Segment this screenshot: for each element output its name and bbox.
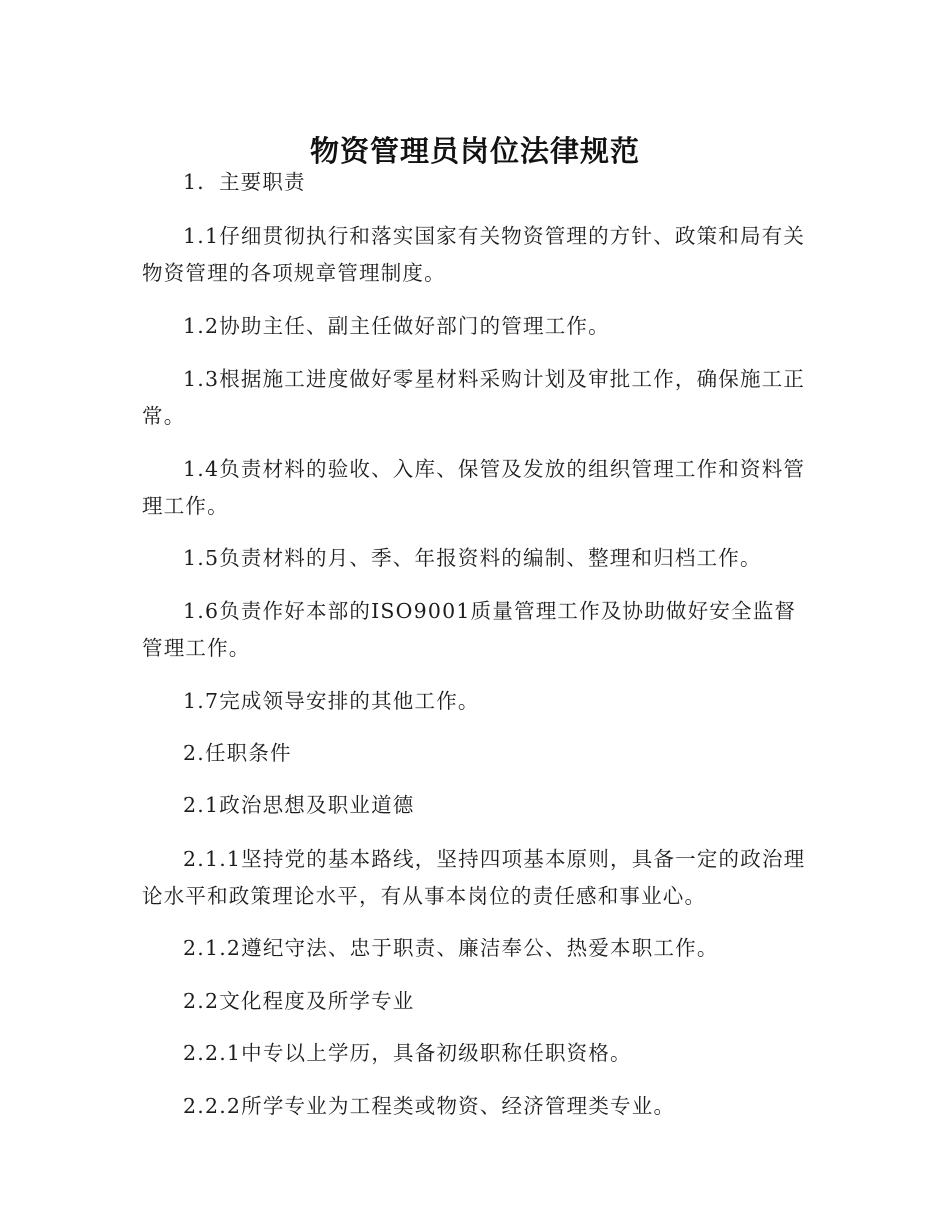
paragraph-1-6: 1.6负责作好本部的ISO9001质量管理工作及协助做好安全监督管理工作。: [142, 599, 797, 660]
document-title: 物资管理员岗位法律规范: [309, 134, 640, 169]
subsection-heading-2-2: 2.2文化程度及所学专业: [183, 989, 415, 1013]
paragraph-2-1-1: 2.1.1坚持党的基本路线，坚持四项基本原则，具备一定的政治理论水平和政策理论水平，有从事本岗位的责任感和事业心。: [142, 847, 806, 908]
paragraph-1-1: 1.1仔细贯彻执行和落实国家有关物资管理的方针、政策和局有关物资管理的各项规章管理制度。: [142, 224, 806, 285]
paragraph-1-4: 1.4负责材料的验收、入库、保管及发放的组织管理工作和资料管理工作。: [142, 457, 806, 518]
paragraph-1-3: 1.3根据施工进度做好零星材料采购计划及审批工作，确保施工正常。: [142, 367, 806, 428]
section-heading-1: 1．主要职责: [183, 170, 306, 194]
paragraph-2-1-2: 2.1.2遵纪守法、忠于职责、廉洁奉公、热爱本职工作。: [183, 936, 719, 960]
paragraph-1-2: 1.2协助主任、副主任做好部门的管理工作。: [183, 314, 610, 338]
paragraph-1-7: 1.7完成领导安排的其他工作。: [183, 689, 480, 713]
paragraph-2-2-2: 2.2.2所学专业为工程类或物资、经济管理类专业。: [183, 1094, 676, 1118]
paragraph-1-5: 1.5负责材料的月、季、年报资料的编制、整理和归档工作。: [183, 546, 762, 570]
section-heading-2: 2.任职条件: [183, 741, 292, 765]
subsection-heading-2-1: 2.1政治思想及职业道德: [183, 793, 415, 817]
paragraph-2-2-1: 2.2.1中专以上学历，具备初级职称任职资格。: [183, 1041, 632, 1065]
